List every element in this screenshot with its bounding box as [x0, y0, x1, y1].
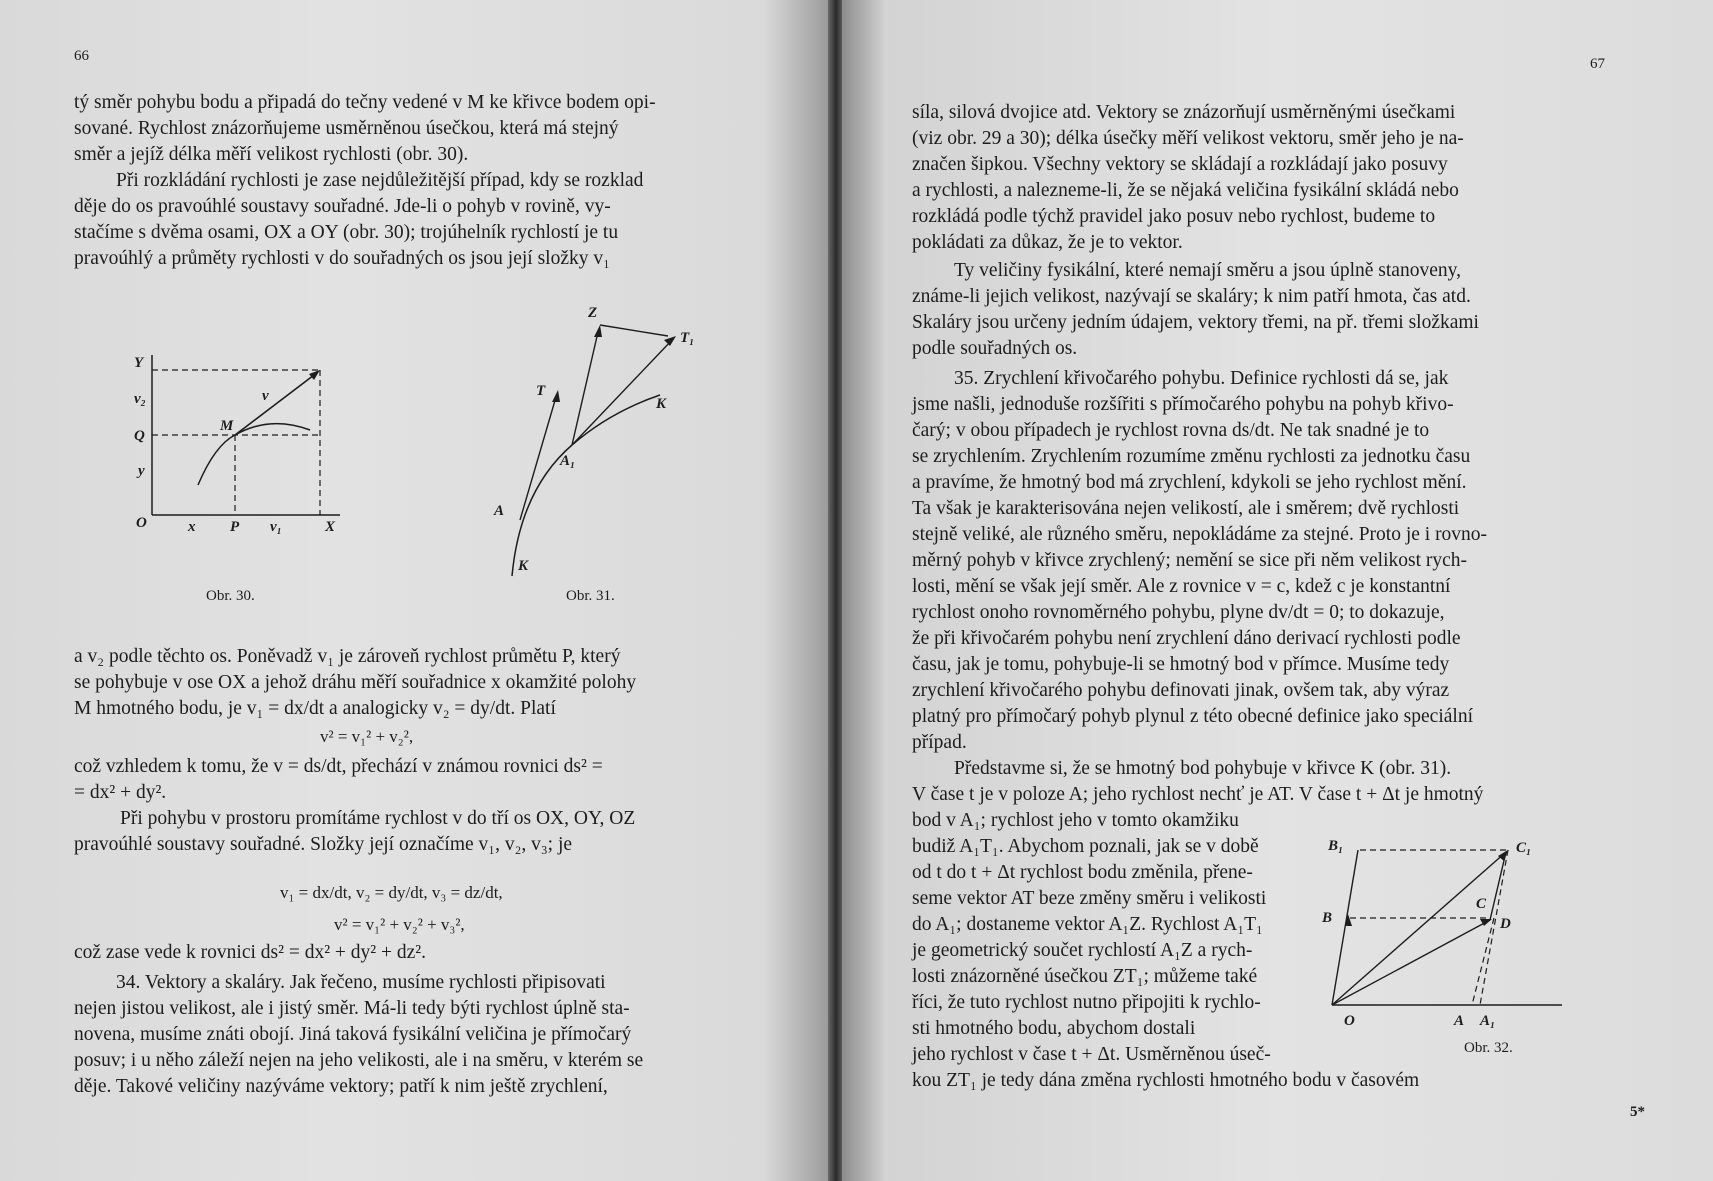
label-C1: C₁: [1516, 840, 1532, 856]
text-line: losti znázorněné úsečkou ZT₁; můžeme také: [912, 966, 1258, 987]
text-line: Při rozkládání rychlosti je zase nejdůležitější případ, kdy se rozklad: [116, 170, 644, 191]
label-P: P: [230, 519, 240, 535]
arrowhead-icon: [664, 336, 676, 346]
text-line: což vzhledem k tomu, že v = ds/dt, přechází v známou rovnici ds² =: [74, 756, 603, 777]
text-line: novena, musíme znáti obojí. Jiná taková fysikální veličina je přímočarý: [74, 1024, 632, 1045]
velocity-vector: [235, 372, 318, 435]
arrowhead-icon: [552, 390, 560, 402]
label-v: v: [262, 388, 269, 404]
page-number-right: 67: [1590, 56, 1605, 72]
left-page: [0, 0, 830, 1181]
text-line: kou ZT₁ je tedy dána změna rychlosti hmotného bodu v časovém: [912, 1070, 1420, 1091]
label-X: X: [325, 519, 336, 535]
text-line: jsme našli, jednoduše rozšířiti s přímočarého pohybu na pohyb křivo-: [912, 394, 1454, 415]
equation: v² = v₁² + v₂² + v₃²,: [334, 915, 465, 934]
text-line: děje do os pravoúhlé soustavy souřadné. Jde-li o pohyb v rovině, vy-: [74, 196, 611, 217]
text-line: seme vektor AT beze změny směru i velikosti: [912, 888, 1267, 909]
text-line: posuv; i u něho záleží nejen na jeho velikosti, ale i na směru, v kterém se: [74, 1050, 644, 1071]
text-line: = dx² + dy².: [74, 782, 167, 803]
text-line: říci, že tuto rychlost nutno připojiti k rychlo-: [912, 992, 1261, 1013]
text-line: M hmotného bodu, je v₁ = dx/dt a analogicky v₂ = dy/dt. Platí: [74, 698, 556, 719]
text-line: stejně veliké, ale různého směru, nepokládáme za stejné. Proto je i rovno-: [912, 524, 1488, 545]
text-line: je geometrický součet rychlostí A₁Z a rych-: [912, 940, 1253, 961]
label-A: A: [494, 503, 505, 519]
trajectory-curve: [198, 424, 310, 485]
text-line: sti hmotného bodu, abychom dostali: [912, 1018, 1196, 1039]
figure-31: [480, 300, 720, 575]
text-line: tý směr pohybu bodu a připadá do tečny vedené v M ke křivce bodem opi-: [74, 92, 656, 113]
figure-30-caption: Obr. 30.: [206, 588, 255, 604]
text-line: což zase vede k rovnici ds² = dx² + dy² + dz².: [74, 942, 427, 963]
text-line: značen šipkou. Všechny vektory se skládají a rozkládají jako posuvy: [912, 154, 1448, 175]
arrowhead-icon: [594, 325, 602, 337]
text-line: zrychlení křivočarého pohybu definovati jinak, ovšem tak, aby výraz: [912, 680, 1450, 701]
label-A1: A₁: [1480, 1013, 1496, 1029]
vector-OB1: [1332, 850, 1358, 1005]
label-K-upper: K: [656, 396, 667, 412]
text-line: platný pro přímočarý pohyb plynul z této obecné definice jako speciální: [912, 706, 1473, 727]
label-y: y: [138, 463, 145, 479]
text-line: se zrychlením. Zrychlením rozumíme změnu rychlosti za jednotku času: [912, 446, 1471, 467]
label-Y: Y: [134, 355, 144, 371]
label-v2: v₂: [134, 391, 146, 407]
figure-30: [120, 345, 380, 545]
label-O: O: [1344, 1013, 1355, 1029]
label-C: C: [1476, 896, 1487, 912]
vector-ZT1: [600, 325, 668, 336]
vector-OC: [1332, 920, 1490, 1005]
text-line: že při křivočarém pohybu není zrychlení dáno derivací rychlosti podle: [912, 628, 1461, 649]
label-D: D: [1500, 916, 1511, 932]
figure-31-caption: Obr. 31.: [566, 588, 615, 604]
vector-CC1: [1490, 852, 1506, 920]
text-line: losti, mění se však její směr. Ale z rovnice v = c, kdež c je konstantní: [912, 576, 1451, 597]
label-A1: A₁: [560, 453, 576, 469]
label-Z: Z: [588, 305, 598, 321]
text-line: (viz obr. 29 a 30); délka úsečky měří velikost vektoru, směr jeho je na-: [912, 128, 1464, 149]
text-line: do A₁; dostaneme vektor A₁Z. Rychlost A₁T₁: [912, 914, 1263, 935]
text-line: Při pohybu v prostoru promítáme rychlost v do tří os OX, OY, OZ: [120, 808, 636, 829]
equation: v₁ = dx/dt, v₂ = dy/dt, v₃ = dz/dt,: [280, 883, 503, 902]
text-line: pokládati za důkaz, že je to vektor.: [912, 232, 1183, 253]
text-line: budiž A₁T₁. Abychom poznali, jak se v době: [912, 836, 1259, 857]
text-line: případ.: [912, 732, 967, 753]
text-line: rozkládá podle týchž pravidel jako posuv nebo rychlost, budeme to: [912, 206, 1436, 227]
figure-32-caption: Obr. 32.: [1464, 1040, 1513, 1056]
text-line: Ty veličiny fysikální, které nemají směru a jsou úplně stanoveny,: [954, 260, 1461, 281]
vector-OC1: [1332, 852, 1506, 1005]
text-line: Skaláry jsou určeny jedním údajem, vektory třemi, na př. třemi složkami: [912, 312, 1479, 333]
label-K-lower: K: [518, 558, 529, 574]
printer-signature: 5*: [1630, 1104, 1645, 1120]
text-line: podle souřadných os.: [912, 338, 1078, 359]
text-line: jeho rychlost v čase t + Δt. Usměrněnou úseč-: [912, 1044, 1271, 1065]
section-35-heading-line: 35. Zrychlení křivočarého pohybu. Definice rychlosti dá se, jak: [954, 368, 1449, 389]
label-B: B: [1322, 910, 1333, 926]
text-line: pravoúhlé soustavy souřadné. Složky její označíme v₁, v₂, v₃; je: [74, 834, 573, 855]
label-M: M: [220, 418, 234, 434]
text-line: známe-li jejich velikost, nazývají se skaláry; k nim patří hmota, čas atd.: [912, 286, 1471, 307]
label-T1: T₁: [680, 330, 695, 346]
right-page: [842, 0, 1713, 1181]
text-line: směr a jejíž délka měří velikost rychlosti (obr. 30).: [74, 144, 469, 165]
text-line: bod v A₁; rychlost jeho v tomto okamžiku: [912, 810, 1239, 831]
text-line: V čase t je v poloze A; jeho rychlost nechť je AT. V čase t + Δt je hmotný: [912, 784, 1484, 805]
curve-K: [512, 395, 660, 576]
figure-32: [1312, 830, 1572, 1035]
vector-A1T1: [572, 340, 672, 445]
text-line: měrný pohyb v křivce zrychlený; nemění se sice při něm velikost rych-: [912, 550, 1468, 571]
text-line: času, jak je tomu, pohybuje-li se hmotný bod v přímce. Musíme tedy: [912, 654, 1450, 675]
vector-AT: [520, 397, 556, 520]
text-line: a rychlosti, a nalezneme-li, že se nějaká veličina fysikální skládá nebo: [912, 180, 1459, 201]
text-line: a pravíme, že hmotný bod má zrychlení, kdykoli se jeho rychlost mění.: [912, 472, 1467, 493]
text-line: Ta však je karakterisována nejen velikostí, ale i směrem; dvě rychlosti: [912, 498, 1460, 519]
equation: v² = v₁² + v₂²,: [320, 727, 414, 746]
text-line: nejen jistou velikost, ale i jistý směr. Má-li tedy býti rychlost úplně sta-: [74, 998, 630, 1019]
text-line: od t do t + Δt rychlost bodu změnila, přene-: [912, 862, 1253, 883]
text-line: Představme si, že se hmotný bod pohybuje v křivce K (obr. 31).: [954, 758, 1452, 779]
section-34-heading-line: 34. Vektory a skaláry. Jak řečeno, musíme rychlosti připisovati: [116, 972, 606, 993]
text-line: se pohybuje v ose OX a jehož dráhu měří souřadnice x okamžité polohy: [74, 672, 637, 693]
label-A: A: [1454, 1013, 1465, 1029]
label-v1: v₁: [270, 519, 282, 535]
label-T: T: [536, 383, 546, 399]
text-line: síla, silová dvojice atd. Vektory se znázorňují usměrněnými úsečkami: [912, 102, 1456, 123]
label-x: x: [188, 519, 196, 535]
text-line: a v₂ podle těchto os. Poněvadž v₁ je zároveň rychlost průmětu P, který: [74, 646, 621, 667]
label-B1: B₁: [1328, 838, 1344, 854]
label-Q: Q: [134, 428, 145, 444]
dashed-line: [1472, 918, 1494, 1005]
text-line: děje. Takové veličiny nazýváme vektory; patří k nim ještě zrychlení,: [74, 1076, 608, 1097]
text-line: čarý; v obou případech je rychlost rovna ds/dt. Ne tak snadné je to: [912, 420, 1430, 441]
text-line: pravoúhlý a průměty rychlosti v do souřadných os jsou její složky v₁: [74, 248, 610, 269]
text-line: sované. Rychlost znázorňujeme usměrněnou úsečkou, která má stejný: [74, 118, 619, 139]
text-line: stačíme s dvěma osami, OX a OY (obr. 30); trojúhelník rychlostí je tu: [74, 222, 619, 243]
label-O: O: [136, 515, 147, 531]
page-number-left: 66: [74, 48, 89, 64]
text-line: rychlost onoho rovnoměrného pohybu, plyne dv/dt = 0; to dokazuje,: [912, 602, 1445, 623]
